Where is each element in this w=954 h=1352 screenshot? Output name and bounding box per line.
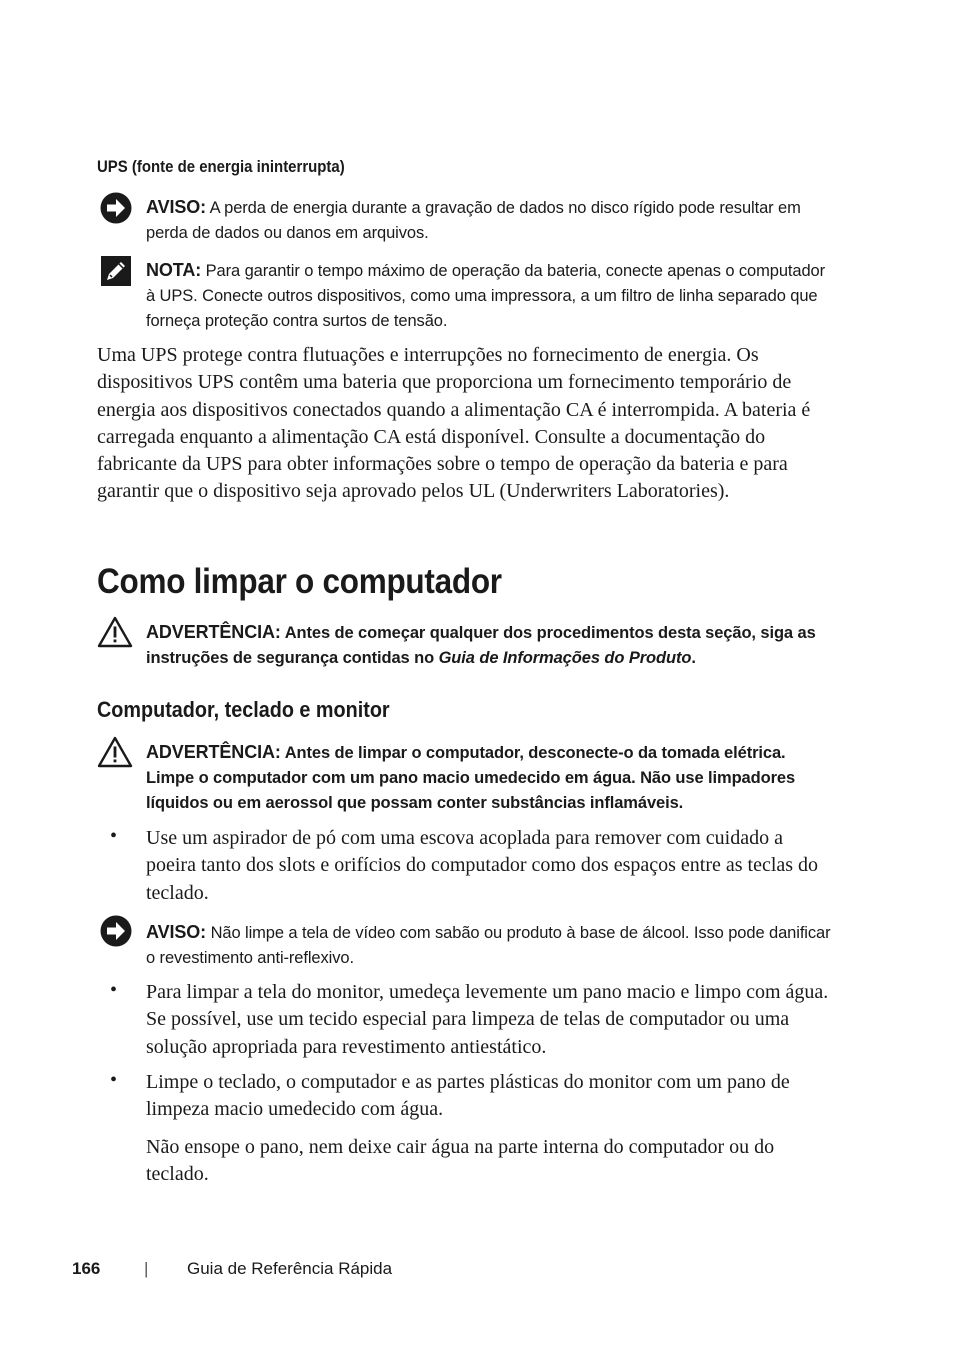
list-item: Limpe o teclado, o computador e as partes plásticas do monitor com um pano de limpeza macio umedecido com água. (146, 1071, 790, 1121)
subsection-title: Computador, teclado e monitor (97, 697, 390, 722)
list-item-note: Não ensope o pano, nem deixe cair água na parte interna do computador ou do teclado. (146, 1136, 775, 1186)
bullet-marker: • (110, 979, 118, 1001)
aviso-notice (146, 195, 846, 246)
product-guide-reference: Guia de Informações do Produto (438, 649, 692, 667)
section-heading-ups: UPS (fonte de energia ininterrupta) (97, 157, 345, 176)
aviso-text: A perda de energia durante a gravação de dados no disco rígido pode resultar em perda de dados ou danos em arquivos. (146, 199, 801, 242)
page-title: Como limpar o computador (97, 562, 502, 601)
note-pencil-icon (101, 256, 131, 286)
page-number: 166 (72, 1259, 101, 1278)
nota-label: NOTA: (146, 260, 202, 280)
advertencia-label: ADVERTÊNCIA: (146, 742, 281, 762)
ups-body-paragraph: Uma UPS protege contra flutuações e interrupções no fornecimento de energia. Os dispositivos UPS contêm uma bateria que proporciona um fornecimento temporário de energia aos dispositivos conectados quando a alimentação CA é interrompida. A bateria é carregada enquanto a alimentação CA está disponível. Consulte a documentação do fabricante da UPS para obter informações sobre o tempo de operação da bateria e para garantir que o dispositivo seja aprovado pelos UL (Underwriters Laboratories). (97, 344, 811, 503)
footer-separator: | (144, 1259, 149, 1278)
warning-triangle-icon (97, 736, 133, 768)
aviso-text: Não limpe a tela de vídeo com sabão ou produto à base de álcool. Isso pode danificar o revestimento anti-reflexivo. (146, 924, 831, 967)
aviso-label: AVISO: (146, 197, 207, 217)
footer-title: Guia de Referência Rápida (187, 1259, 393, 1278)
warning-triangle-icon (97, 616, 133, 648)
advertencia-notice-2 (146, 740, 836, 816)
notice-arrow-icon (99, 914, 133, 948)
nota-text: Para garantir o tempo máximo de operação da bateria, conecte apenas o computador à UPS. Conecte outros dispositivos, como uma impressora, a um filtro de linha separado que forneça proteção contra surtos de tensão. (146, 262, 826, 330)
aviso-label: AVISO: (146, 922, 207, 942)
aviso-notice (146, 920, 836, 971)
advertencia-notice-1: ADVERTÊNCIA: Antes de começar qualquer dos procedimentos desta seção, siga as instruções de segurança contidas no Guia de Informações do Produto. (146, 622, 816, 667)
bullet-marker: • (110, 1069, 118, 1091)
advertencia-label: ADVERTÊNCIA: (146, 622, 281, 642)
bullet-marker: • (110, 825, 118, 847)
notice-arrow-icon (99, 191, 133, 225)
list-item: Use um aspirador de pó com uma escova acoplada para remover com cuidado a poeira tanto dos slots e orifícios do computador como dos espaços entre as teclas do teclado. (146, 827, 819, 904)
advertencia-text: Antes de limpar o computador, desconecte-o da tomada elétrica. Limpe o computador com um pano macio umedecido em água. Não use limpadores líquidos ou em aerossol que possam conter substâncias inflamáveis. (146, 744, 796, 812)
nota-notice (146, 258, 836, 334)
list-item: Para limpar a tela do monitor, umedeça levemente um pano macio e limpo com água. Se possível, use um tecido especial para limpeza de telas de computador ou uma solução apropriada para revestimento antiestático. (146, 981, 829, 1058)
advertencia-text: Antes de começar qualquer dos procedimentos desta seção, siga as instruções de segurança contidas no (146, 624, 816, 667)
